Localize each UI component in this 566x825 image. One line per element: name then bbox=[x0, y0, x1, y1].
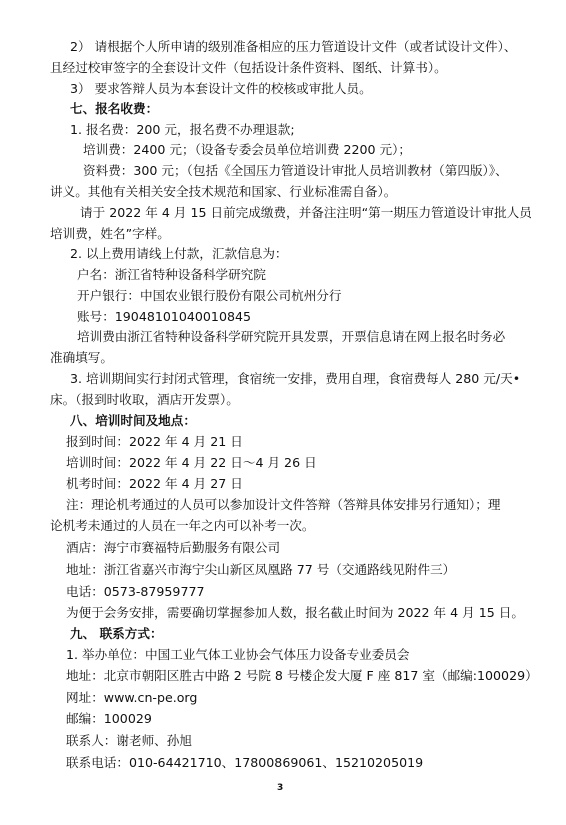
website: 网址：www.cn-pe.org bbox=[66, 690, 198, 705]
payment-deadline-line-1: 请于 2022 年 4 月 15 日前完成缴费，并备注注明“第一期压力管道设计审批人员 bbox=[80, 205, 532, 220]
closed-management-line-2: 床。（报到时收取，酒店开发票）。 bbox=[50, 392, 239, 407]
note-line-2: 论机考未通过的人员在一年之内可以补考一次。 bbox=[50, 518, 315, 533]
bank-name: 开户银行：中国农业银行股份有限公司杭州分行 bbox=[77, 288, 342, 303]
schedule-heading: 八、培训时间及地点： bbox=[70, 413, 196, 428]
materials-fee-line-2: 讲义。其他有关相关安全技术规范和国家、行业标准需自备）。 bbox=[50, 184, 397, 199]
hotel-address: 地址：浙江省嘉兴市海宁尖山新区凤凰路 77 号（交通路线见附件三） bbox=[66, 562, 456, 577]
closed-management-line-1: 3. 培训期间实行封闭式管理，食宿统一安排，费用自理，食宿费每人 280 元/天• bbox=[70, 371, 521, 386]
materials-fee-line-1: 资料费：300 元；（包括《全国压力管道设计审批人员培训教材（第四版）》、 bbox=[83, 163, 508, 178]
invoice-line-1: 培训费由浙江省特种设备科学研究院开具发票，开票信息请在网上报名时务必 bbox=[77, 329, 506, 344]
design-file-req-line-2: 且经过校审签字的全套设计文件（包括设计条件资料、图纸、计算书）。 bbox=[50, 60, 447, 75]
contact-heading: 九、 联系方式： bbox=[70, 626, 163, 641]
exam-date: 机考时间：2022 年 4 月 27 日 bbox=[66, 476, 243, 491]
postcode: 邮编：100029 bbox=[66, 711, 152, 726]
payment-deadline-line-2: 培训费，姓名”字样。 bbox=[50, 226, 170, 241]
hotel-name: 酒店：海宁市赛福特后勤服务有限公司 bbox=[66, 540, 281, 555]
payment-method: 2. 以上费用请线上付款，汇款信息为： bbox=[70, 246, 288, 261]
checkin-date: 报到时间：2022 年 4 月 21 日 bbox=[66, 434, 243, 449]
training-fee: 培训费：2400 元；（设备专委会员单位培训费 2200 元）； bbox=[83, 142, 411, 157]
registration-deadline: 为便于会务安排，需要确切掌握参加人数，报名截止时间为 2022 年 4 月 15 日。 bbox=[66, 605, 524, 620]
hotel-phone: 电话：0573-87959777 bbox=[66, 584, 205, 599]
design-file-req-line-1: 2） 请根据个人所申请的级别准备相应的压力管道设计文件（或者试设计文件）、 bbox=[70, 39, 517, 54]
note-line-1: 注：理论机考通过的人员可以参加设计文件答辩（答辩具体安排另行通知）；理 bbox=[66, 497, 501, 512]
invoice-line-2: 准确填写。 bbox=[50, 350, 113, 365]
contact-phones: 联系电话：010-64421710、17800869061、15210205019 bbox=[66, 755, 424, 770]
training-dates: 培训时间：2022 年 4 月 22 日～4 月 26 日 bbox=[66, 455, 317, 470]
fees-heading: 七、报名收费： bbox=[70, 101, 159, 116]
registration-fee: 1. 报名费：200 元，报名费不办理退款; bbox=[70, 122, 295, 137]
defender-req-line: 3） 要求答辩人员为本套设计文件的校核或审批人员。 bbox=[70, 81, 372, 96]
organizer: 1. 举办单位：中国工业气体工业协会气体压力设备专业委员会 bbox=[66, 647, 410, 662]
account-number: 账号：19048101040010845 bbox=[77, 309, 251, 324]
account-name: 户名：浙江省特种设备科学研究院 bbox=[77, 267, 266, 282]
page-number: 3 bbox=[277, 783, 284, 793]
organizer-address: 地址：北京市朝阳区胜古中路 2 号院 8 号楼企发大厦 F 座 817 室（邮编:100029） bbox=[66, 668, 538, 683]
contact-persons: 联系人：谢老师、孙旭 bbox=[66, 733, 192, 748]
